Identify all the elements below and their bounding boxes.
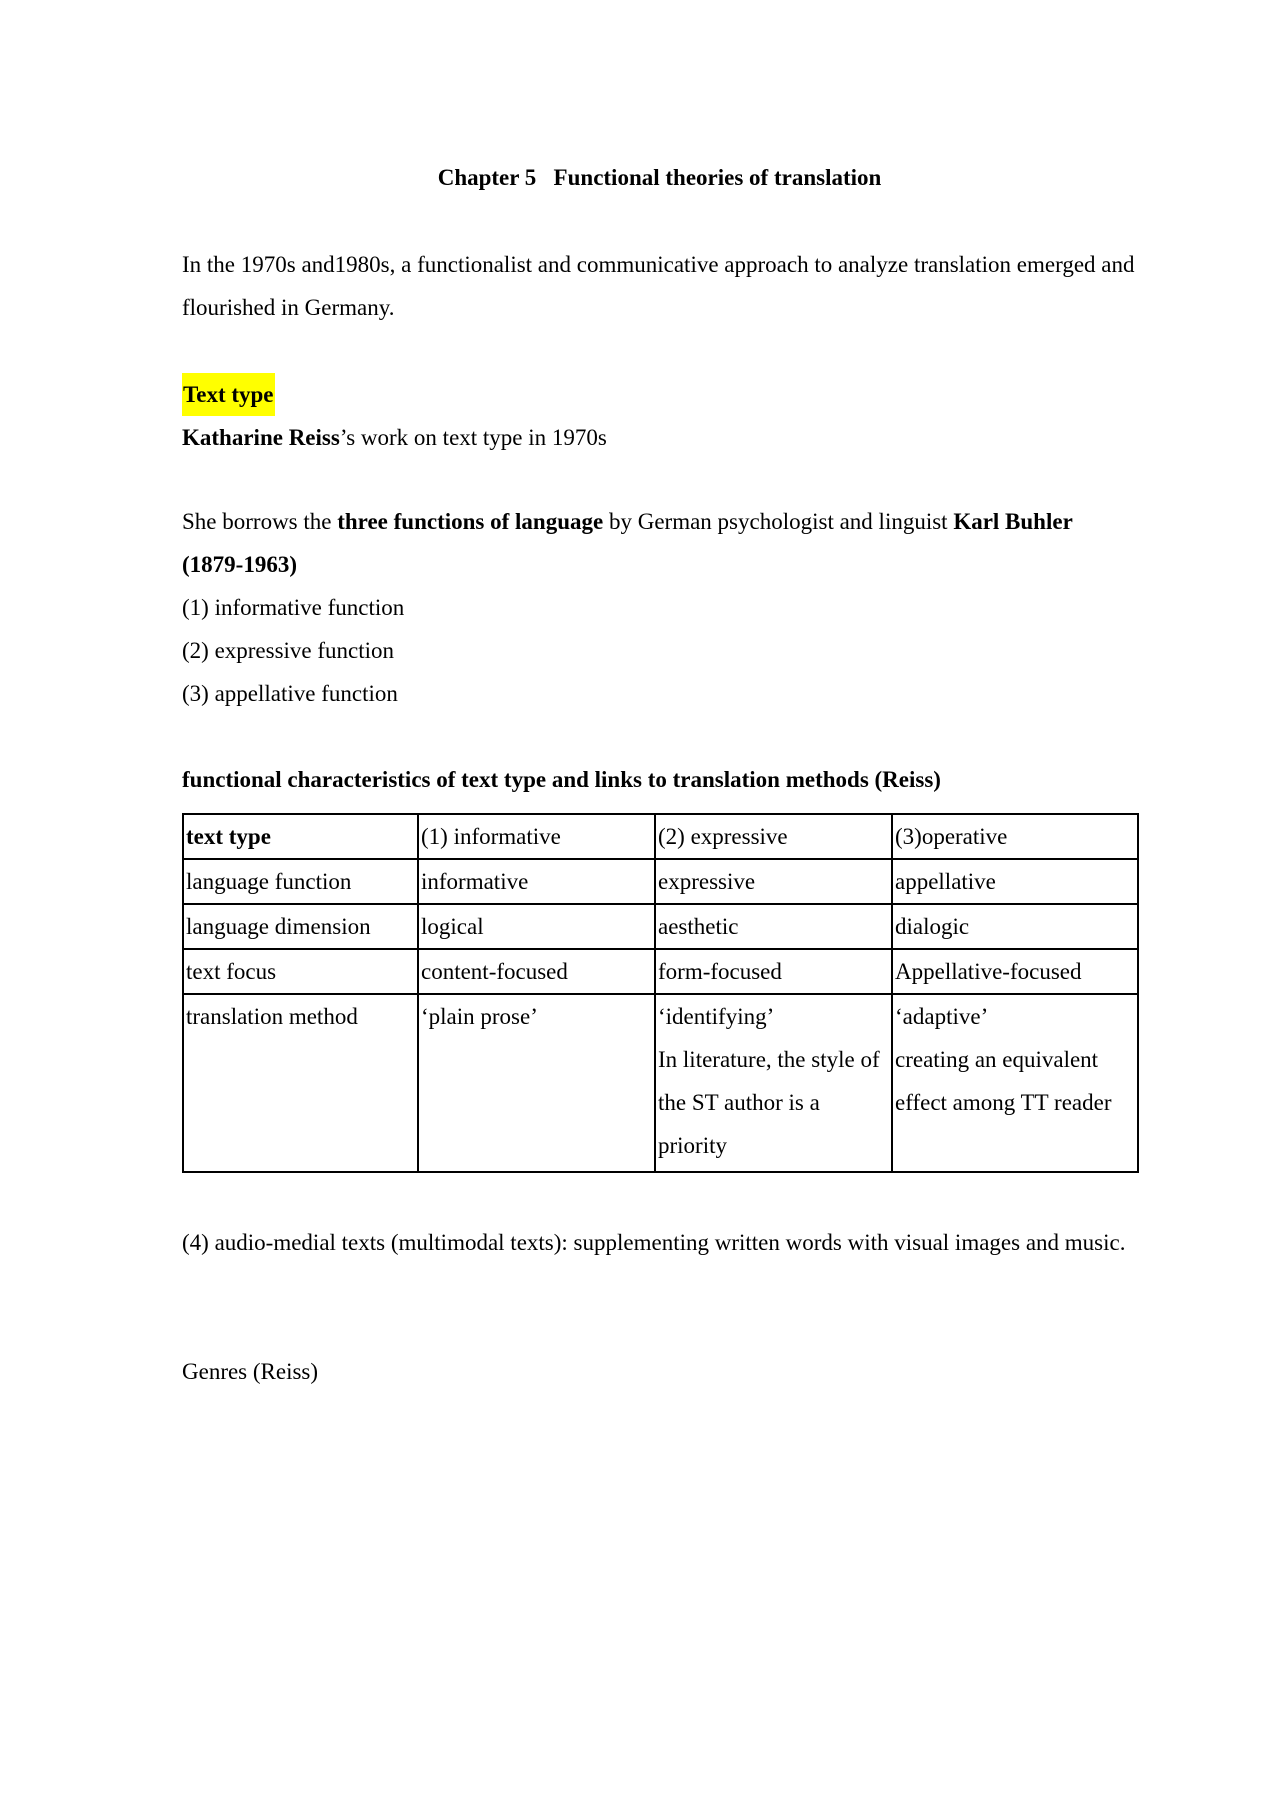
table-cell: (3)operative <box>892 814 1138 859</box>
author-name: Katharine Reiss <box>182 425 340 450</box>
table-cell: language dimension <box>183 904 418 949</box>
table-cell: (1) informative <box>418 814 655 859</box>
table-header-row <box>183 814 1138 859</box>
table-row <box>183 994 1138 1172</box>
table-cell: (2) expressive <box>655 814 892 859</box>
table-cell: translation method <box>183 994 418 1172</box>
function-item-informative: (1) informative function <box>182 595 405 620</box>
table-cell: Appellative-focused <box>892 949 1138 994</box>
table-row <box>183 859 1138 904</box>
method-expressive-title: ‘identifying’ <box>658 1004 775 1029</box>
audio-medial-paragraph: (4) audio-medial texts (multimodal texts): supplementing written words with visual images and music. <box>182 1230 1126 1255</box>
table-cell: informative <box>418 859 655 904</box>
section-heading-highlighted: Text type <box>182 373 275 416</box>
method-operative-note: creating an equivalent effect among TT reader <box>895 1047 1112 1115</box>
method-expressive-note: In literature, the style of the ST author is a priority <box>658 1047 880 1158</box>
table-row <box>183 904 1138 949</box>
table-cell <box>655 994 892 1172</box>
intro-paragraph: In the 1970s and1980s, a functionalist and communicative approach to analyze translation emerged and flourished in Germany. <box>182 252 1135 320</box>
chapter-title: Chapter 5 Functional theories of translation <box>437 165 882 190</box>
borrow-bold-buhler: Karl Buhler (1879-1963) <box>182 509 1073 577</box>
table-cell: expressive <box>655 859 892 904</box>
table-cell: form-focused <box>655 949 892 994</box>
reiss-work-rest: ’s work on text type in 1970s <box>339 425 607 450</box>
table-cell: dialogic <box>892 904 1138 949</box>
table-cell: logical <box>418 904 655 949</box>
borrow-part1: She borrows the <box>182 509 338 534</box>
method-operative-title: ‘adaptive’ <box>895 1004 989 1029</box>
table-cell: language function <box>183 859 418 904</box>
table-row <box>183 949 1138 994</box>
reiss-work-line <box>182 416 1137 459</box>
borrow-part2: by German psychologist and linguist <box>603 509 954 534</box>
table-cell <box>892 994 1138 1172</box>
table-cell: content-focused <box>418 949 655 994</box>
genres-line: Genres (Reiss) <box>182 1359 319 1384</box>
table-caption: functional characteristics of text type and links to translation methods (Reiss) <box>182 767 941 792</box>
function-item-expressive: (2) expressive function <box>182 638 395 663</box>
function-item-appellative: (3) appellative function <box>182 681 398 706</box>
borrow-bold-functions: three functions of language <box>337 509 604 534</box>
table-cell: text focus <box>183 949 418 994</box>
text-type-table <box>182 813 1139 1173</box>
table-cell: appellative <box>892 859 1138 904</box>
table-cell: text type <box>183 814 418 859</box>
table-cell: aesthetic <box>655 904 892 949</box>
table-cell: ‘plain prose’ <box>418 994 655 1172</box>
borrow-paragraph <box>182 500 1137 586</box>
